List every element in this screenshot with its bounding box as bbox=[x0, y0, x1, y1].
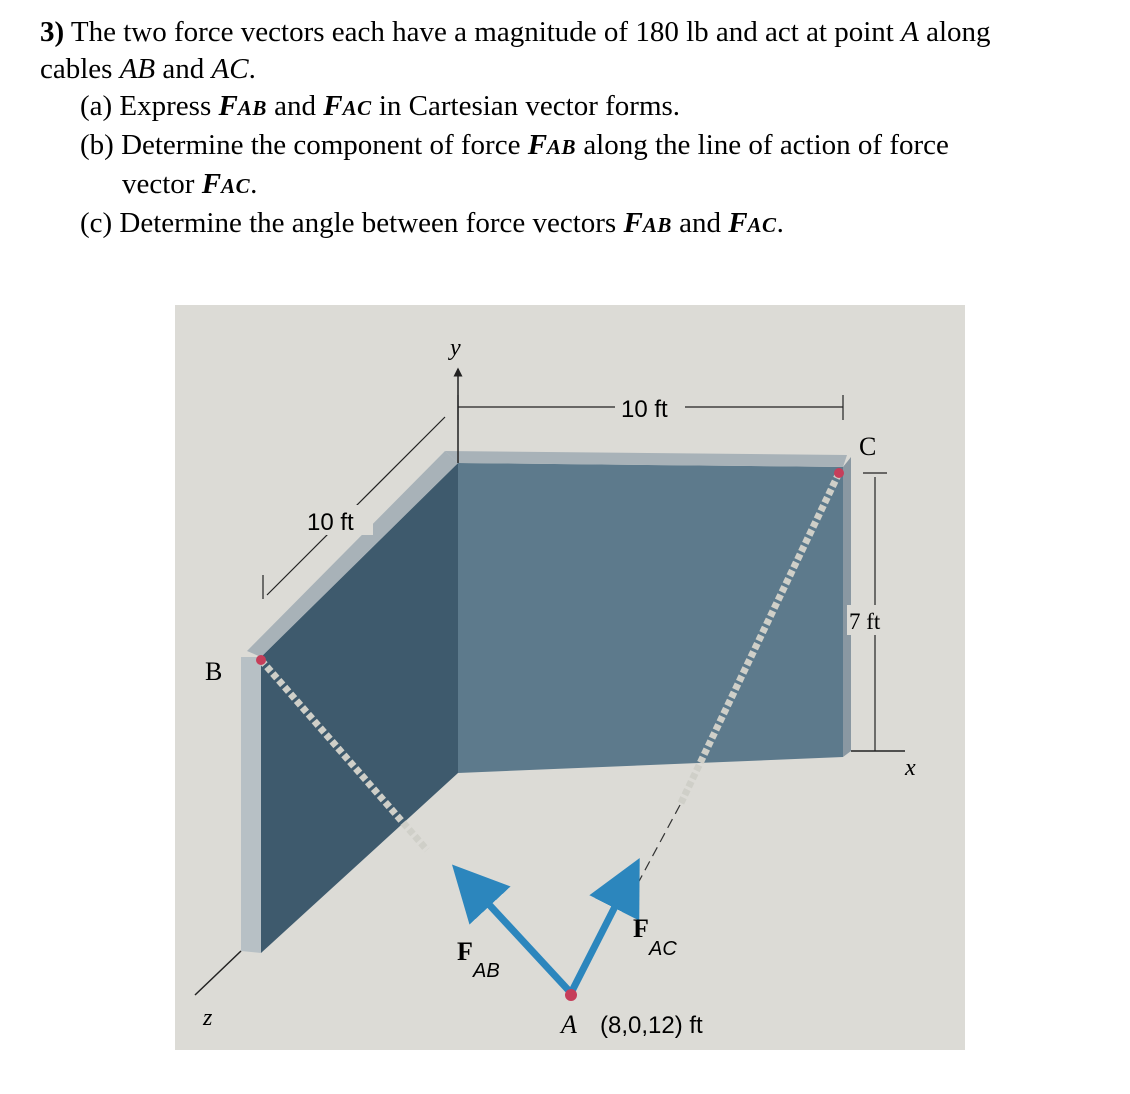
force-fac-label: F bbox=[633, 914, 649, 943]
point-a-ref: A bbox=[901, 16, 919, 48]
force-diagram-svg bbox=[175, 305, 965, 1050]
force-fab-subscript: AB bbox=[473, 960, 500, 982]
problem-intro-line1: 3) The two force vectors each have a magnitude of 180 lb and act at point A along bbox=[40, 16, 991, 48]
cable-ac-ref: AC bbox=[211, 53, 249, 85]
left-wall-front-edge bbox=[241, 657, 261, 953]
dim-right-label: 7 ft bbox=[849, 609, 881, 634]
back-wall bbox=[458, 463, 843, 773]
point-b-label: B bbox=[205, 657, 223, 686]
dim-top-label: 10 ft bbox=[621, 396, 668, 423]
cable-ab-ref: AB bbox=[119, 53, 156, 85]
x-axis-label: x bbox=[905, 755, 916, 781]
force-fac-subscript: AC bbox=[649, 938, 677, 960]
point-a-coords: (8,0,12) ft bbox=[600, 1012, 703, 1039]
z-axis-label: z bbox=[203, 1005, 213, 1031]
y-axis-label: y bbox=[450, 335, 461, 361]
force-diagram bbox=[175, 305, 965, 1050]
part-c: (c) Determine the angle between force vectors FAB and FAC. bbox=[80, 207, 784, 239]
point-b-marker bbox=[256, 655, 266, 665]
problem-statement bbox=[40, 14, 1110, 244]
part-a: (a) Express FAB and FAC in Cartesian vector forms. bbox=[80, 90, 681, 122]
point-c-marker bbox=[834, 468, 844, 478]
problem-intro-line2: cables AB and AC. bbox=[40, 53, 256, 85]
point-c-label: C bbox=[859, 432, 877, 461]
problem-number: 3) bbox=[40, 16, 65, 48]
dim-left-label: 10 ft bbox=[307, 509, 354, 536]
part-b-line2: vector FAC. bbox=[122, 168, 258, 200]
part-b: (b) Determine the component of force FAB along the line of action of force bbox=[80, 129, 949, 161]
force-fab-label: F bbox=[457, 937, 473, 966]
point-a-marker bbox=[565, 989, 577, 1001]
point-a-label: A bbox=[561, 1010, 577, 1039]
